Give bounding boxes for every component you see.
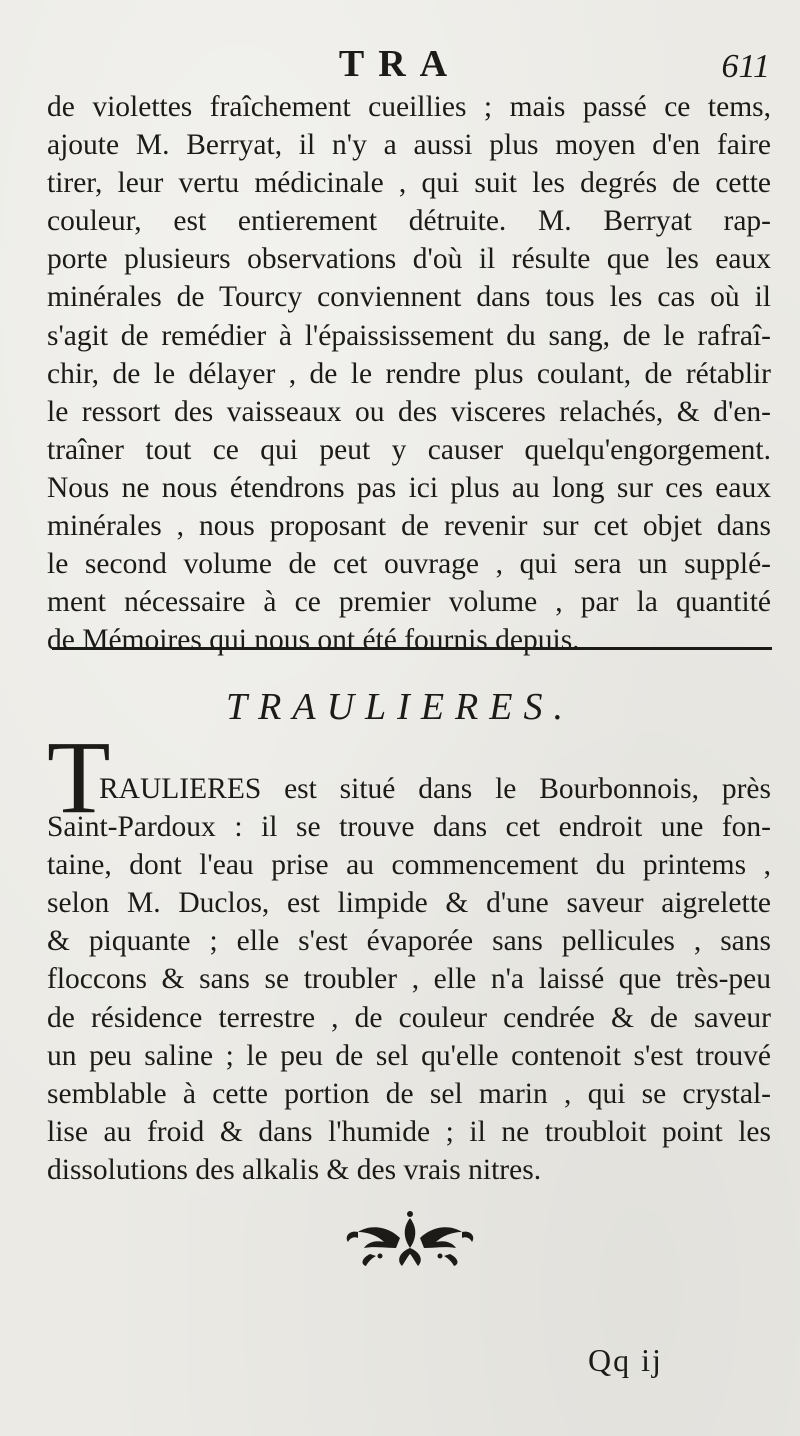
text-line: & piquante ; elle s'est évaporée sans pellicules , sans	[47, 925, 771, 958]
page-header	[0, 42, 800, 92]
text-line: RAULIERES est situé dans le Bourbonnois, près	[99, 773, 771, 805]
text-line: traîner tout ce qui peut y causer quelqu'engorgement.	[47, 433, 771, 466]
text-line: ajoute M. Berryat, il n'y a aussi plus moyen d'en faire	[47, 129, 771, 162]
page-number: 611	[721, 48, 770, 85]
fleuron-ornament-icon	[340, 1208, 480, 1270]
section-title: TRAULIERES.	[226, 686, 574, 728]
text-line: lise au froid & dans l'humide ; il ne troubloit point les	[47, 1115, 771, 1148]
section-body	[47, 770, 771, 1189]
running-head: TRA	[338, 43, 462, 85]
text-line: floccons & sans se troubler , elle n'a laissé que très-peu	[47, 963, 771, 996]
signature-mark: Qq ij	[588, 1342, 663, 1378]
text-line: chir, de le délayer , de le rendre plus coulant, de rétablir	[47, 357, 771, 390]
section-divider	[52, 647, 772, 650]
text-line: un peu saline ; le peu de sel qu'elle contenoit s'est trouvé	[47, 1039, 771, 1072]
text-line: de Mémoires qui nous ont été fournis depuis.	[47, 624, 580, 657]
text-line: de résidence terrestre , de couleur cendrée & de saveur	[47, 1001, 771, 1034]
text-line: minérales de Tourcy conviennent dans tous les cas où il	[47, 281, 771, 314]
text-line: taine, dont l'eau prise au commencement du printems ,	[47, 849, 771, 882]
text-line: minérales , nous proposant de revenir sur cet objet dans	[47, 510, 771, 543]
text-line: porte plusieurs observations d'où il résulte que les eaux	[47, 243, 771, 276]
text-line: Saint-Pardoux : il se trouve dans cet endroit une fon-	[47, 811, 771, 844]
text-line: Nous ne nous étendrons pas ici plus au long sur ces eaux	[47, 471, 771, 504]
text-line: s'agit de remédier à l'épaississement du sang, de le rafraî-	[47, 319, 771, 352]
body-text-continued	[47, 88, 771, 659]
text-line: de violettes fraîchement cueillies ; mais passé ce tems,	[47, 91, 771, 123]
text-line: le ressort des vaisseaux ou des visceres relachés, & d'en-	[47, 395, 771, 428]
text-line: couleur, est entierement détruite. M. Berryat rap-	[47, 205, 771, 238]
text-line: selon M. Duclos, est limpide & d'une saveur aigrelette	[47, 887, 771, 920]
text-line: semblable à cette portion de sel marin , qui se crystal-	[47, 1077, 771, 1110]
text-line: le second volume de cet ouvrage , qui sera un supplé-	[47, 548, 771, 581]
text-line: dissolutions des alkalis & des vrais nitres.	[47, 1153, 542, 1186]
drop-cap: T	[47, 720, 111, 835]
text-line: ment nécessaire à ce premier volume , par la quantité	[47, 586, 771, 619]
text-line: tirer, leur vertu médicinale , qui suit les degrés de cette	[47, 167, 771, 200]
